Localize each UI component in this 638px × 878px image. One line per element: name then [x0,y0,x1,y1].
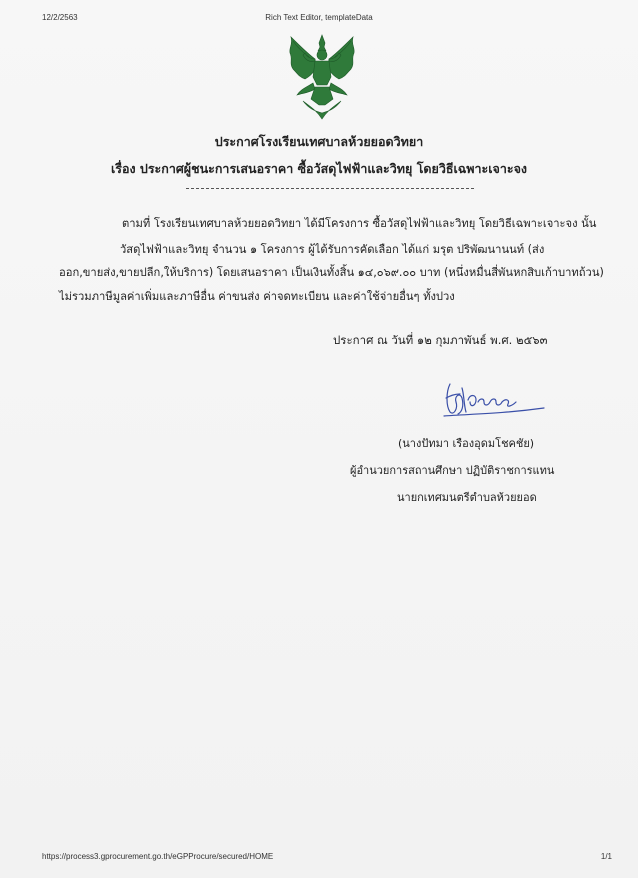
body-line-1-text: ตามที่ โรงเรียนเทศบาลห้วยยอดวิทยา ได้มีโครงการ ซื้อวัสดุไฟฟ้าและวิทยุ โดยวิธีเฉพาะเจาะจง นั้น [122,217,597,230]
signer-position-1: ผู้อำนวยการสถานศึกษา ปฏิบัติราชการแทน [350,464,555,477]
announcement-subject: เรื่อง ประกาศผู้ชนะการเสนอราคา ซื้อวัสดุไฟฟ้าและวิทยุ โดยวิธีเฉพาะเจาะจง [110,161,528,176]
garuda-emblem-icon [285,33,359,121]
print-page-title: Rich Text Editor, templateData [265,13,373,22]
print-date: 12/2/2563 [42,13,78,22]
body-line-2: วัสดุไฟฟ้าและวิทยุ จำนวน ๑ โครงการ ผู้ได้รับการคัดเลือก ได้แก่ มรุต ปริพัฒนานนท์ (ส่ง [120,243,545,256]
print-page-number: 1/1 [600,852,612,861]
handwritten-signature [440,378,550,422]
signer-position-2: นายกเทศมนตรีตำบลห้วยยอด [397,491,537,504]
body-line-4: ไม่รวมภาษีมูลค่าเพิ่มและภาษีอื่น ค่าขนส่ง ค่าจดทะเบียน และค่าใช้จ่ายอื่นๆ ทั้งปวง [59,290,455,303]
announcement-title: ประกาศโรงเรียนเทศบาลห้วยยอดวิทยา [214,134,424,149]
print-url: https://process3.gprocurement.go.th/eGPProcure/secured/HOME [42,852,274,861]
title-divider [186,188,474,189]
body-line-1 [59,214,607,232]
body-line-3: ออก,ขายส่ง,ขายปลีก,ให้บริการ) โดยเสนอราคา เป็นเงินทั้งสิ้น ๑๔,๐๖๙.๐๐ บาท (หนึ่งหมื่นสี่พันหกสิบเก้าบาทถ้วน) [59,266,604,279]
announcement-date: ประกาศ ณ วันที่ ๑๒ กุมภาพันธ์ พ.ศ. ๒๕๖๓ [333,333,548,347]
signer-name: (นางปัทมา เรืองอุดมโชคชัย) [398,437,535,450]
